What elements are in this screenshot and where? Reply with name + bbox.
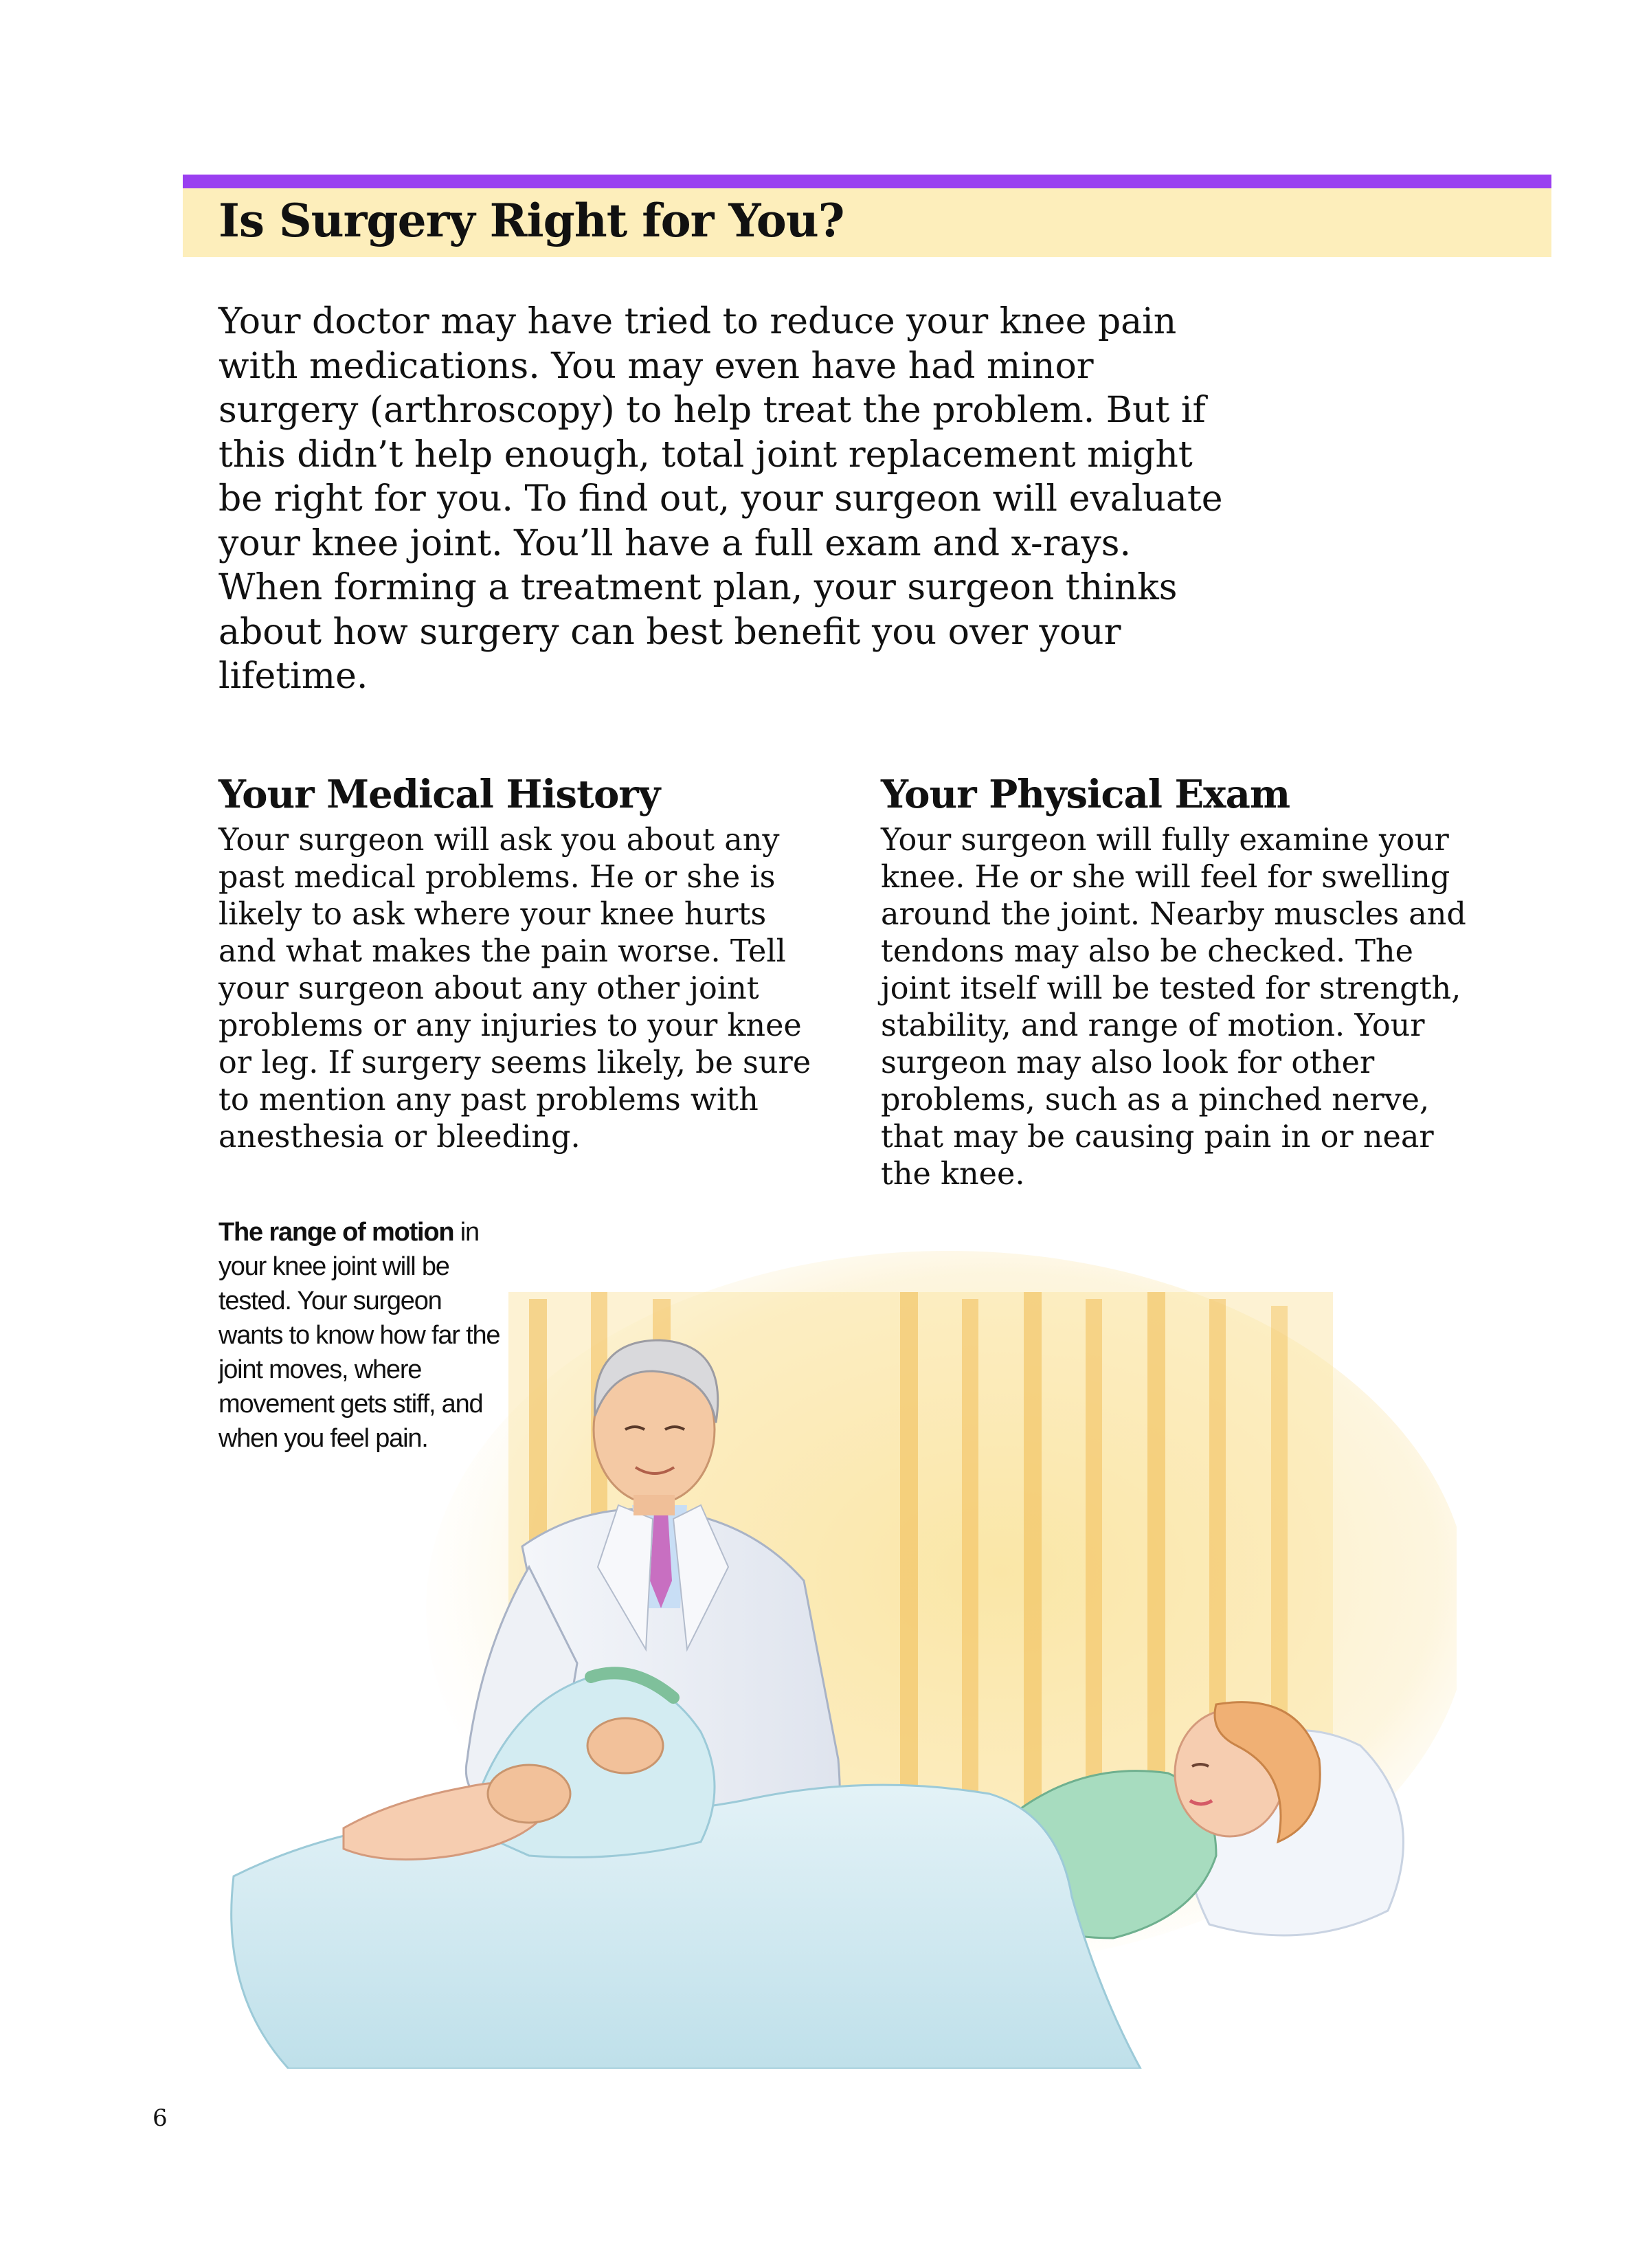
caption-lead: The range of motion bbox=[218, 1218, 454, 1247]
page-title: Is Surgery Right for You? bbox=[218, 194, 844, 247]
physical-exam-section bbox=[881, 767, 1485, 1193]
intro-paragraph: Your doctor may have tried to reduce your knee pain with medications. You may even have had minor surgery (arthroscopy) to help treat the problem. But if this didn’t help enough, total joint replacement might be right for you. To find out, your surgeon will evaluate your knee joint. You’ll have a full exam and x-rays. When forming a treatment plan, your surgeon thinks about how surgery can best benefit you over your lifetime. bbox=[218, 301, 1223, 697]
title-accent-rule bbox=[183, 175, 1551, 188]
caption-text: in your knee joint will be tested. Your surgeon wants to know how far the joint moves, where movement gets stiff, and when you feel pain. bbox=[218, 1218, 500, 1453]
illustration-caption bbox=[218, 1215, 507, 1456]
doctor-hand-left bbox=[488, 1765, 570, 1823]
physical-exam-heading: Your Physical Exam bbox=[881, 772, 1290, 817]
medical-history-section bbox=[218, 767, 823, 1156]
medical-history-body: Your surgeon will ask you about any past medical problems. He or she is likely to ask where your knee hurts and what makes the pain worse. Tell your surgeon about any other joint problems or any injuries to your knee or leg. If surgery seems likely, be sure to mention any past problems with anesthesia or bleeding. bbox=[218, 823, 811, 1155]
doctor-hand-right bbox=[587, 1718, 663, 1773]
physical-exam-body: Your surgeon will fully examine your knee. He or she will feel for swelling around the joint. Nearby muscles and tendons may also be checked. The joint itself will be tested for strength, stability, and range of motion. Your surgeon may also look for other problems, such as a pinched nerve, that may be causing pain in or near the knee. bbox=[881, 823, 1466, 1192]
medical-history-heading: Your Medical History bbox=[218, 772, 660, 817]
page-number: 6 bbox=[153, 2104, 168, 2132]
